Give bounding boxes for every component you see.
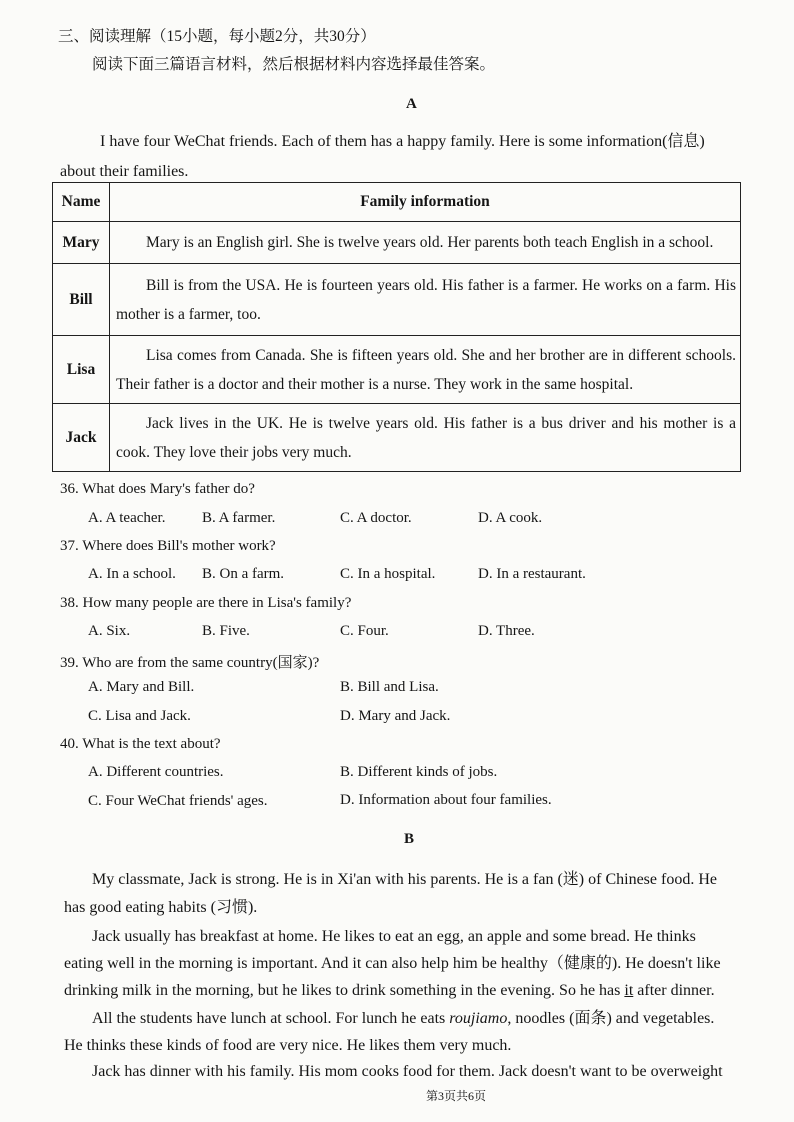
underlined-word: it	[624, 982, 634, 999]
family-info-table	[52, 182, 741, 472]
option-39-b[interactable]: B. Bill and Lisa.	[340, 679, 439, 695]
passage-b-label: B	[404, 831, 415, 847]
page-footer: 第3页共6页	[426, 1089, 487, 1103]
question-38	[60, 595, 351, 612]
option-39-c[interactable]: C. Lisa and Jack.	[88, 708, 191, 724]
option-38-c[interactable]: C. Four.	[340, 623, 389, 639]
question-text: Who are from the same country(国家)?	[82, 655, 320, 671]
option-40-c[interactable]: C. Four WeChat friends' ages.	[88, 793, 268, 809]
table-row	[53, 222, 741, 264]
section-title: 三、阅读理解（15小题，每小题2分，共30分）	[58, 28, 376, 45]
line-text: , noodles (面条) and vegetables.	[507, 1010, 715, 1027]
option-37-d[interactable]: D. In a restaurant.	[478, 566, 586, 582]
table-header-row	[53, 183, 741, 222]
line-text: All the students have lunch at school. For lunch he eats	[92, 1010, 450, 1027]
option-37-a[interactable]: A. In a school.	[88, 566, 176, 582]
table-cell-name: Bill	[53, 264, 110, 336]
question-number: 37.	[60, 538, 79, 554]
question-text: What is the text about?	[82, 736, 221, 752]
option-38-a[interactable]: A. Six.	[88, 623, 131, 639]
table-row	[53, 264, 741, 336]
table-cell-info: Mary is an English girl. She is twelve years old. Her parents both teach English in a school.	[110, 222, 741, 264]
table-cell-info: Lisa comes from Canada. She is fifteen years old. She and her brother are in different schools. Their father is a doctor and their mother is a nurse. They work in the same hospital.	[110, 336, 741, 404]
option-36-b[interactable]: B. A farmer.	[202, 510, 276, 526]
table-cell-name: Lisa	[53, 336, 110, 404]
passage-a-intro-line2: about their families.	[60, 163, 189, 180]
section-instruction: 阅读下面三篇语言材料，然后根据材料内容选择最佳答案。	[92, 56, 496, 73]
passage-b-p2-line2: eating well in the morning is important. And it can also help him be healthy（健康的). He doesn't like	[64, 955, 721, 972]
option-36-a[interactable]: A. A teacher.	[88, 510, 166, 526]
question-text: What does Mary's father do?	[82, 481, 255, 497]
option-38-d[interactable]: D. Three.	[478, 623, 535, 639]
question-text: How many people are there in Lisa's family?	[82, 595, 352, 611]
option-38-b[interactable]: B. Five.	[202, 623, 250, 639]
question-number: 36.	[60, 481, 79, 497]
line-text: drinking milk in the morning, but he likes to drink something in the evening. So he has	[64, 982, 625, 999]
passage-b-p4-line1: Jack has dinner with his family. His mom cooks food for them. Jack doesn't want to be overweight	[92, 1063, 723, 1080]
question-number: 40.	[60, 736, 79, 752]
question-36	[60, 481, 255, 498]
question-39	[60, 651, 319, 672]
table-row	[53, 336, 741, 404]
table-cell-info: Jack lives in the UK. He is twelve years old. His father is a bus driver and his mother is a cook. They love their jobs very much.	[110, 404, 741, 472]
option-36-c[interactable]: C. A doctor.	[340, 510, 412, 526]
table-cell-name: Mary	[53, 222, 110, 264]
option-37-b[interactable]: B. On a farm.	[202, 566, 285, 582]
table-row	[53, 404, 741, 472]
passage-b-p3-line1	[92, 1005, 714, 1033]
option-40-a[interactable]: A. Different countries.	[88, 764, 224, 780]
table-header-name: Name	[53, 183, 110, 222]
option-40-b[interactable]: B. Different kinds of jobs.	[340, 764, 498, 780]
option-39-a[interactable]: A. Mary and Bill.	[88, 679, 195, 695]
passage-b-p2-line1: Jack usually has breakfast at home. He likes to eat an egg, an apple and some bread. He thinks	[92, 928, 696, 945]
line-text: after dinner.	[633, 982, 715, 999]
option-37-c[interactable]: C. In a hospital.	[340, 566, 436, 582]
question-40	[60, 736, 221, 753]
passage-b-p2-line3	[64, 977, 715, 1005]
passage-b-p1-line1: My classmate, Jack is strong. He is in Xi'an with his parents. He is a fan (迷) of Chinese food. He	[92, 871, 717, 888]
question-37	[60, 538, 276, 555]
passage-a-label: A	[406, 96, 417, 112]
table-header-info: Family information	[110, 183, 741, 222]
option-39-d[interactable]: D. Mary and Jack.	[340, 708, 451, 724]
passage-b-p1-line2: has good eating habits (习惯).	[64, 899, 258, 916]
option-40-d[interactable]: D. Information about four families.	[340, 792, 552, 808]
table-cell-info: Bill is from the USA. He is fourteen years old. His father is a farmer. He works on a farm. His mother is a farmer, too.	[110, 264, 741, 336]
passage-b-p3-line2: He thinks these kinds of food are very nice. He likes them very much.	[64, 1037, 512, 1054]
question-number: 39.	[60, 655, 79, 671]
italic-word: roujiamo	[449, 1010, 508, 1027]
table-cell-name: Jack	[53, 404, 110, 472]
question-text: Where does Bill's mother work?	[82, 538, 276, 554]
question-number: 38.	[60, 595, 79, 611]
passage-a-intro-line1: I have four WeChat friends. Each of them has a happy family. Here is some information(信息)	[100, 133, 705, 150]
option-36-d[interactable]: D. A cook.	[478, 510, 543, 526]
